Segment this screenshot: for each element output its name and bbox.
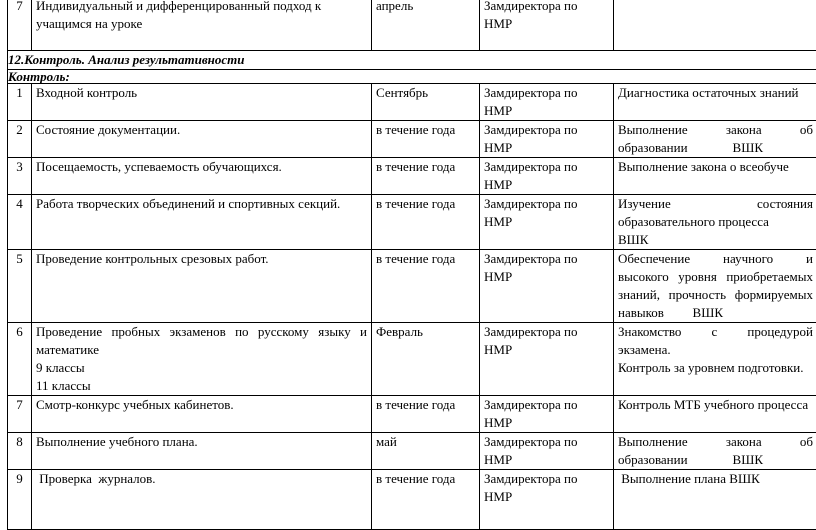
row-title: Состояние документации.: [32, 121, 372, 158]
row-responsible: [480, 470, 614, 530]
row-number: 1: [8, 84, 32, 121]
row-title: Работа творческих объединений и спортивных секций.: [32, 195, 372, 250]
row-when: в течение года: [372, 195, 480, 250]
row-title: [32, 0, 372, 51]
table-row: [8, 396, 816, 433]
row-title-line: математике: [36, 341, 367, 359]
row-result: [614, 470, 816, 530]
row-when: в течение года: [372, 250, 480, 323]
responsible-line: Замдиректора по: [484, 470, 609, 488]
responsible-line: Замдиректора по: [484, 0, 609, 15]
result-line: Выполнение плана ВШК: [618, 470, 813, 488]
result-line: Контроль МТБ учебного процесса: [618, 396, 813, 414]
result-line: образовательного процесса: [618, 213, 813, 231]
result-line: Выполнение закона о всеобуче: [618, 158, 813, 176]
result-line: Выполнение закона об: [618, 433, 813, 451]
responsible-line: НМР: [484, 268, 609, 286]
table-row: [8, 158, 816, 195]
responsible-line: НМР: [484, 414, 609, 432]
table-row: [8, 195, 816, 250]
row-number: 5: [8, 250, 32, 323]
row-title-line: Индивидуальный и дифференцированный подход к: [36, 0, 367, 15]
row-number: 8: [8, 433, 32, 470]
plan-table: [7, 0, 816, 530]
row-number: 7: [8, 396, 32, 433]
result-line: экзамена.: [618, 341, 813, 359]
row-title: [32, 323, 372, 396]
subsection-row: [8, 70, 816, 84]
row-number: 6: [8, 323, 32, 396]
result-line: навыков ВШК: [618, 304, 813, 322]
row-number: 7: [8, 0, 32, 51]
table-row: [8, 323, 816, 396]
result-line: знаний, прочность формируемых: [618, 286, 813, 304]
responsible-line: Замдиректора по: [484, 121, 609, 139]
result-line: Диагностика остаточных знаний: [618, 84, 813, 102]
section-title: 12.Контроль. Анализ результативности: [8, 51, 816, 70]
row-result: [614, 396, 816, 433]
row-number: 4: [8, 195, 32, 250]
row-result: [614, 433, 816, 470]
row-title-line: 11 классы: [36, 377, 367, 395]
responsible-line: Замдиректора по: [484, 84, 609, 102]
row-title: Проверка журналов.: [32, 470, 372, 530]
result-line: образовании ВШК: [618, 139, 813, 157]
table-row: [8, 470, 816, 530]
subsection-title: Контроль:: [8, 70, 816, 84]
row-when: в течение года: [372, 396, 480, 433]
result-line: образовании ВШК: [618, 451, 813, 469]
responsible-line: Замдиректора по: [484, 433, 609, 451]
row-result: [614, 0, 816, 51]
row-title: Посещаемость, успеваемость обучающихся.: [32, 158, 372, 195]
responsible-line: НМР: [484, 176, 609, 194]
row-responsible: [480, 195, 614, 250]
row-title: Входной контроль: [32, 84, 372, 121]
responsible-line: НМР: [484, 139, 609, 157]
row-responsible: [480, 158, 614, 195]
row-responsible: [480, 121, 614, 158]
responsible-line: НМР: [484, 341, 609, 359]
table-row: [8, 121, 816, 158]
row-responsible: [480, 0, 614, 51]
row-result: [614, 195, 816, 250]
row-title: Выполнение учебного плана.: [32, 433, 372, 470]
responsible-line: Замдиректора по: [484, 396, 609, 414]
row-title-line: Проведение пробных экзаменов по русскому языку и: [36, 323, 367, 341]
result-line: Контроль за уровнем подготовки.: [618, 359, 813, 377]
result-line: ВШК: [618, 231, 813, 249]
row-when: Февраль: [372, 323, 480, 396]
row-number: 9: [8, 470, 32, 530]
row-when: Сентябрь: [372, 84, 480, 121]
row-responsible: [480, 433, 614, 470]
row-result: [614, 158, 816, 195]
row-title: Проведение контрольных срезовых работ.: [32, 250, 372, 323]
row-when: апрель: [372, 0, 480, 51]
row-number: 3: [8, 158, 32, 195]
section-row: [8, 51, 816, 70]
row-when: в течение года: [372, 158, 480, 195]
row-title: Смотр-конкурс учебных кабинетов.: [32, 396, 372, 433]
result-line: Знакомство с процедурой: [618, 323, 813, 341]
responsible-line: Замдиректора по: [484, 158, 609, 176]
row-title-line: 9 классы: [36, 359, 367, 377]
responsible-line: НМР: [484, 213, 609, 231]
responsible-line: НМР: [484, 488, 609, 506]
responsible-line: НМР: [484, 15, 609, 33]
row-when: май: [372, 433, 480, 470]
table-row: [8, 0, 816, 51]
table-row: [8, 250, 816, 323]
table-row: [8, 433, 816, 470]
row-number: 2: [8, 121, 32, 158]
responsible-line: Замдиректора по: [484, 195, 609, 213]
responsible-line: НМР: [484, 451, 609, 469]
result-line: Изучение состояния: [618, 195, 813, 213]
row-when: в течение года: [372, 470, 480, 530]
row-responsible: [480, 250, 614, 323]
row-responsible: [480, 323, 614, 396]
responsible-line: НМР: [484, 102, 609, 120]
result-line: высокого уровня приобретаемых: [618, 268, 813, 286]
table-row: [8, 84, 816, 121]
responsible-line: Замдиректора по: [484, 250, 609, 268]
row-responsible: [480, 396, 614, 433]
row-result: [614, 250, 816, 323]
result-line: Обеспечение научного и: [618, 250, 813, 268]
row-result: [614, 121, 816, 158]
result-line: Выполнение закона об: [618, 121, 813, 139]
responsible-line: Замдиректора по: [484, 323, 609, 341]
row-when: в течение года: [372, 121, 480, 158]
row-result: [614, 84, 816, 121]
row-title-line: учащимся на уроке: [36, 15, 367, 33]
row-responsible: [480, 84, 614, 121]
row-result: [614, 323, 816, 396]
